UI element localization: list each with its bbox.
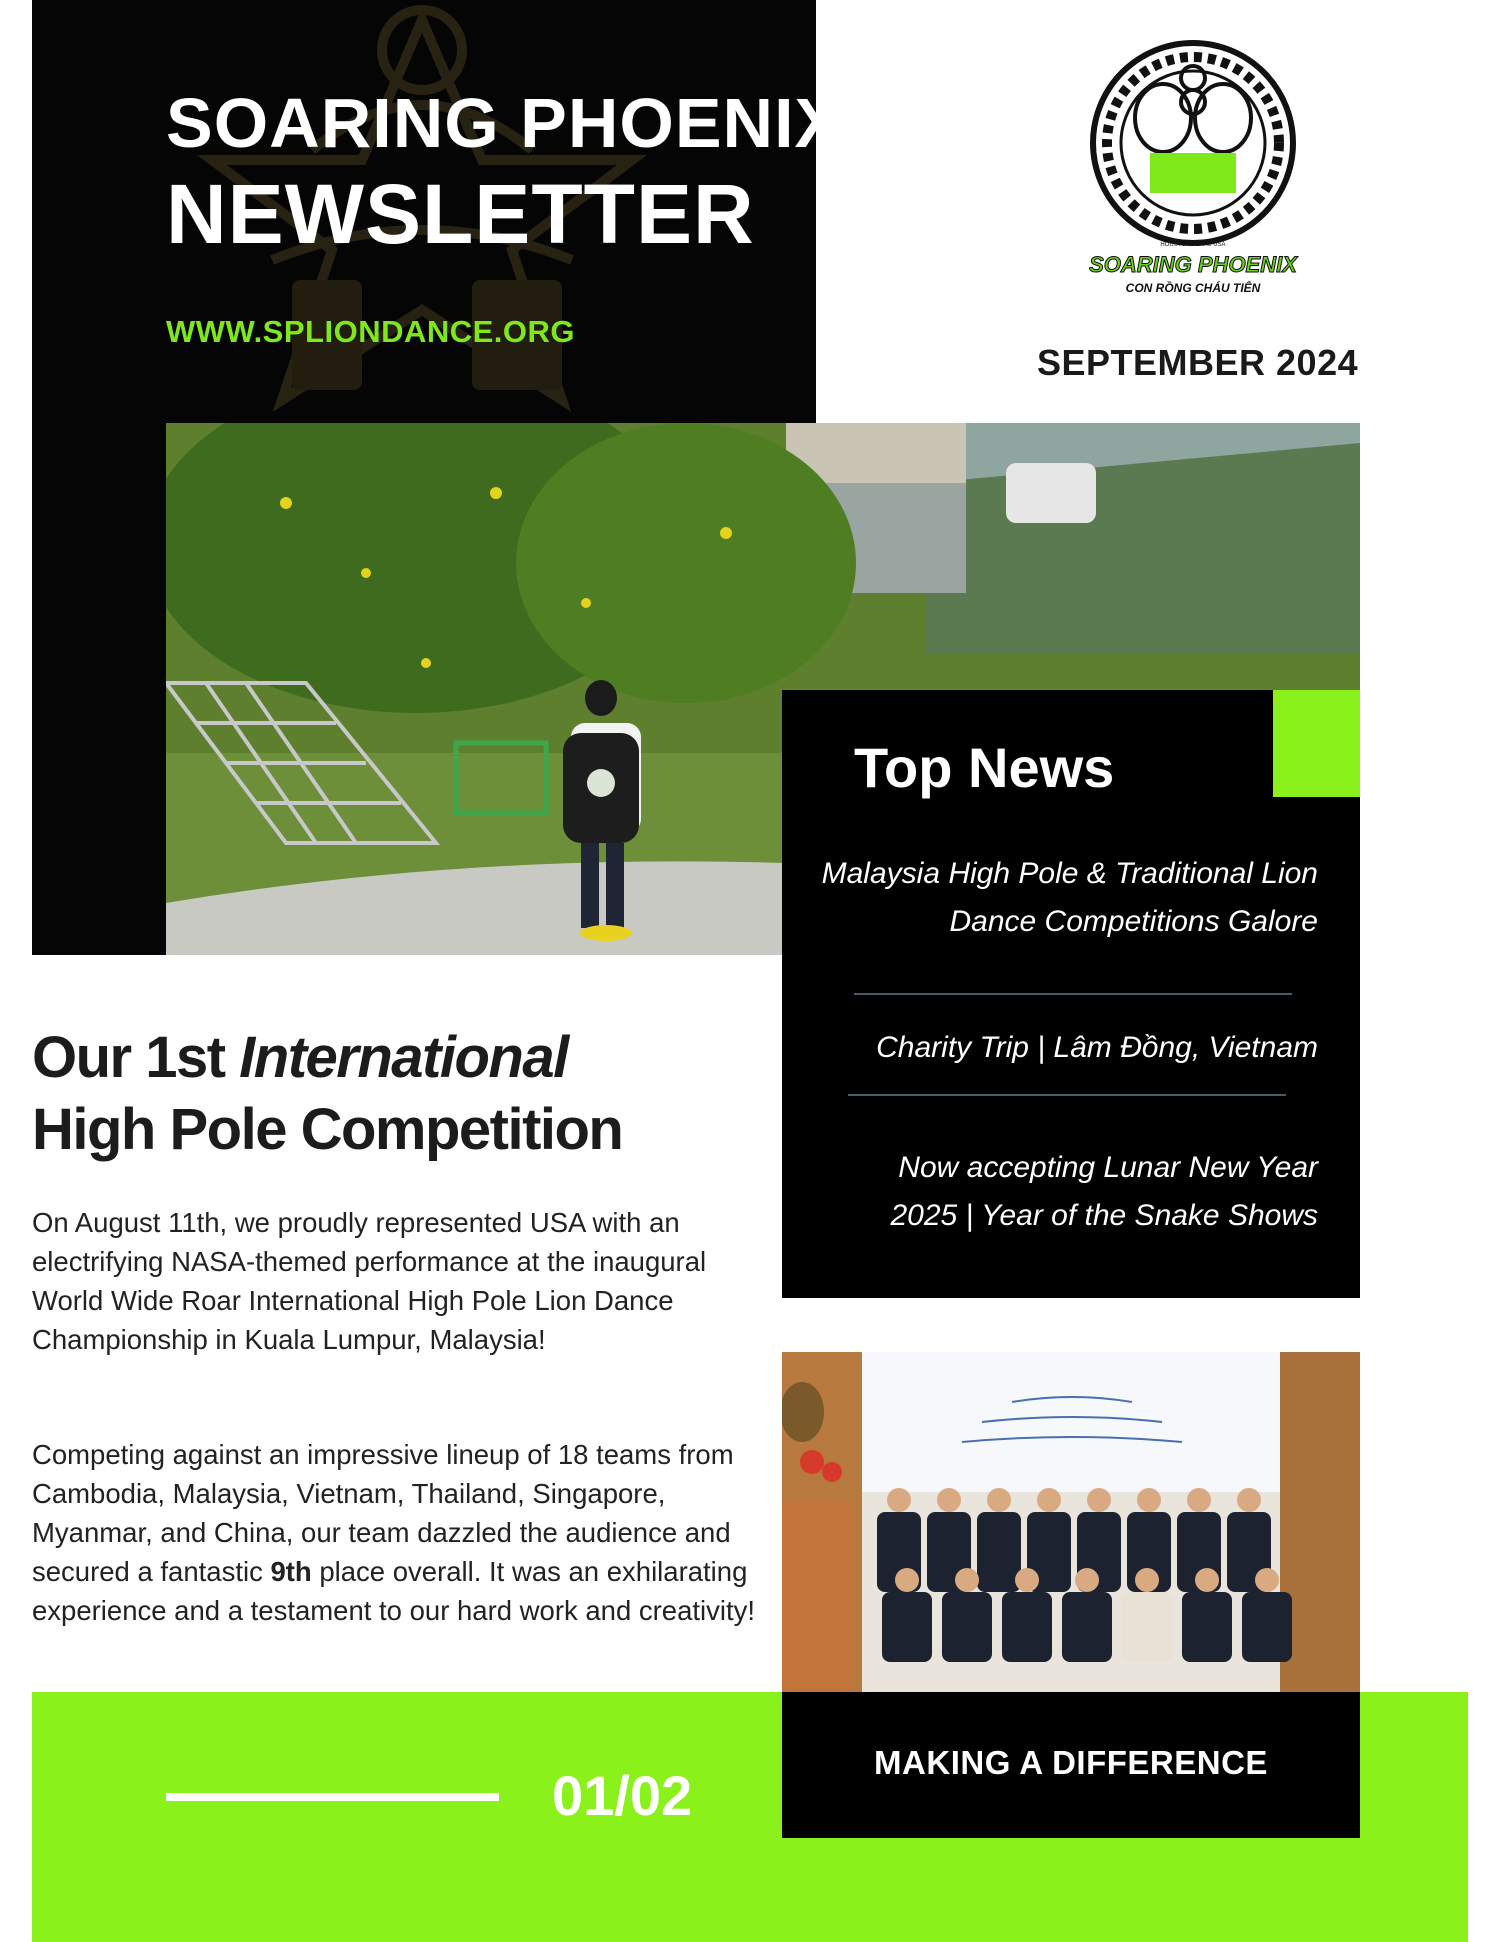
article-paragraph-2 <box>32 1435 762 1630</box>
logo-wordmark: SOARING PHOENIX <box>1089 252 1297 277</box>
top-news-accent <box>1273 690 1360 797</box>
logo-tagline: CON RỒNG CHÁU TIÊN <box>1125 281 1261 295</box>
charity-group-photo <box>782 1352 1360 1692</box>
placement-highlight: 9th <box>270 1556 312 1587</box>
headline-emphasis: International <box>239 1025 568 1090</box>
logo-small-text: HOUSTON TEXAS USA <box>1160 242 1226 248</box>
footer-decorative-line <box>166 1793 499 1801</box>
issue-date: SEPTEMBER 2024 <box>1037 342 1359 383</box>
paragraph-2-text: Competing against an impressive lineup of 18 teams from Cambodia, Malaysia, Vietnam, Thailand, Singapore, Myanmar, and China, our team dazzled the audience and secured a fantastic <box>32 1439 734 1587</box>
news-item-malaysia-competitions[interactable]: Malaysia High Pole & Traditional Lion Dance Competitions Galore <box>821 857 1318 938</box>
website-link[interactable]: WWW.SPLIONDANCE.ORG <box>166 314 576 349</box>
news-item-charity-trip[interactable]: Charity Trip | Lâm Đồng, Vietnam <box>876 1031 1318 1064</box>
news-item-lunar-new-year-shows[interactable]: Now accepting Lunar New Year 2025 | Year of the Snake Shows <box>890 1151 1318 1232</box>
article-headline <box>32 1022 772 1166</box>
article-paragraph-1: On August 11th, we proudly represented USA with an electrifying NASA-themed performance at the inaugural World Wide Roar International High Pole Lion Dance Championship in Kuala Lumpur, Malaysia! <box>32 1207 707 1355</box>
paragraph-2-text-end: place overall. It was an exhilarating experience and a testament to our hard work and creativity! <box>32 1556 756 1626</box>
headline-part1: Our 1st <box>32 1025 240 1090</box>
headline-line2: High Pole Competition <box>32 1097 623 1162</box>
news-divider <box>848 1094 1286 1096</box>
news-divider <box>854 993 1292 995</box>
top-news-heading: Top News <box>854 736 1115 799</box>
newsletter-title-line2: NEWSLETTER <box>166 167 755 261</box>
making-a-difference-label[interactable]: MAKING A DIFFERENCE <box>874 1744 1268 1781</box>
page-number: 01/02 <box>552 1764 693 1827</box>
soaring-phoenix-logo <box>1078 38 1308 308</box>
newsletter-title-line1: SOARING PHOENIX <box>166 84 843 162</box>
